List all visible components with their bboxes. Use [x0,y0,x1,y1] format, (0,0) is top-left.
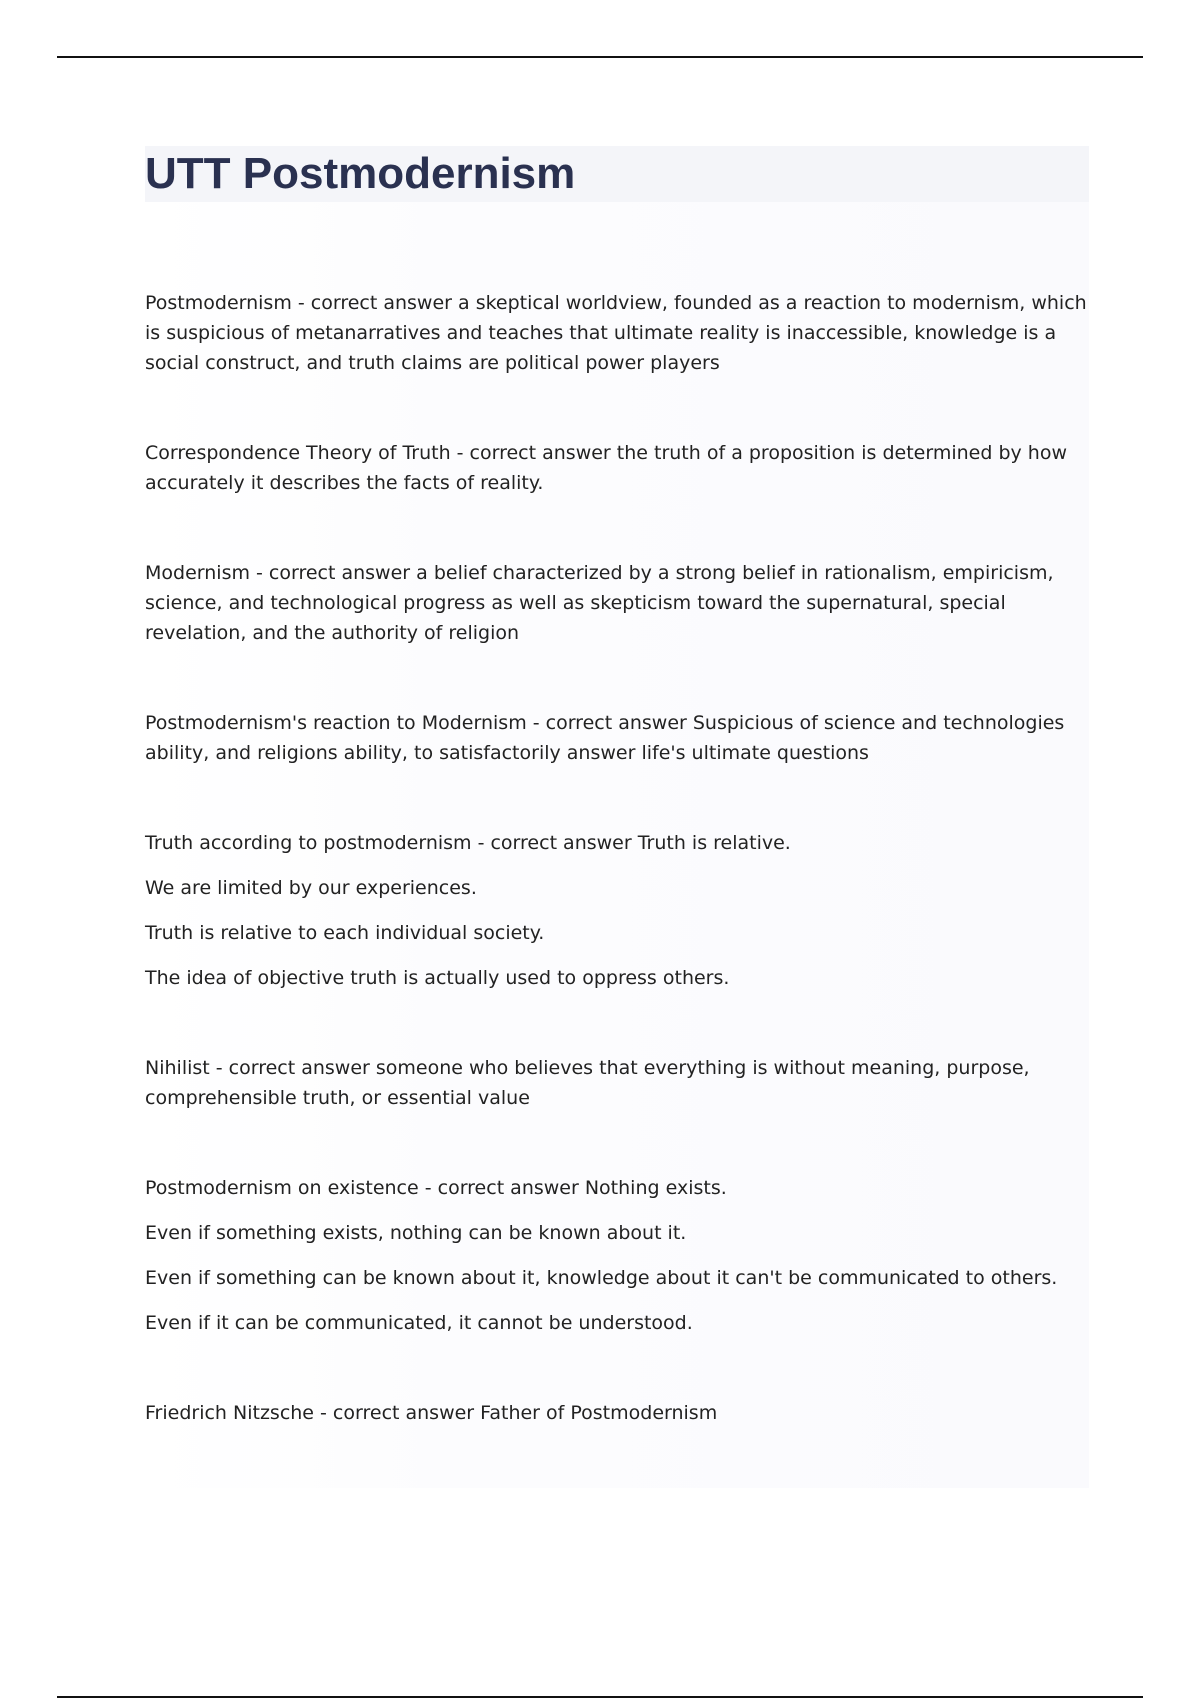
qa-text: Correspondence Theory of Truth - correct answer the truth of a proposition is determined by how accurately it describes the facts of reality. [145,442,1068,494]
qa-extra-line: The idea of objective truth is actually used to oppress others. [145,967,730,989]
qa-text: Nihilist - correct answer someone who believes that everything is without meaning, purpose, comprehensible truth, or essential value [145,1057,1030,1109]
qa-list [145,288,1089,1428]
document-body [145,146,1089,1488]
qa-entry [145,438,1089,498]
qa-entry [145,1173,1089,1338]
qa-text: Friedrich Nitzsche - correct answer Father of Postmodernism [145,1402,718,1424]
qa-extra-line: Even if it can be communicated, it cannot be understood. [145,1312,693,1334]
bottom-rule [57,1696,1143,1698]
qa-text: Truth according to postmodernism - correct answer Truth is relative. [145,832,791,854]
qa-entry [145,558,1089,648]
qa-text: Postmodernism's reaction to Modernism - correct answer Suspicious of science and technologies ability, and religions ability, to satisfactorily answer life's ultimate questions [145,712,1065,764]
title-band [145,146,1089,202]
document-title: UTT Postmodernism [145,149,576,198]
qa-entry [145,1053,1089,1113]
top-rule [57,56,1143,58]
qa-text: Modernism - correct answer a belief characterized by a strong belief in rationalism, empiricism, science, and technological progress as well as skepticism toward the supernatural, special revelation, and the authority of religion [145,562,1054,644]
qa-extra-line: Truth is relative to each individual society. [145,922,545,944]
qa-text: Postmodernism - correct answer a skeptical worldview, founded as a reaction to modernism, which is suspicious of metanarratives and teaches that ultimate reality is inaccessible, knowledge is a social construct, and truth claims are political power players [145,292,1087,374]
qa-entry [145,1398,1089,1428]
qa-entry [145,708,1089,768]
qa-extra-line: Even if something exists, nothing can be known about it. [145,1222,687,1244]
qa-text: Postmodernism on existence - correct answer Nothing exists. [145,1177,727,1199]
qa-entry [145,828,1089,993]
qa-entry [145,288,1089,378]
qa-extra-line: We are limited by our experiences. [145,877,477,899]
qa-extra-line: Even if something can be known about it, knowledge about it can't be communicated to others. [145,1267,1058,1289]
